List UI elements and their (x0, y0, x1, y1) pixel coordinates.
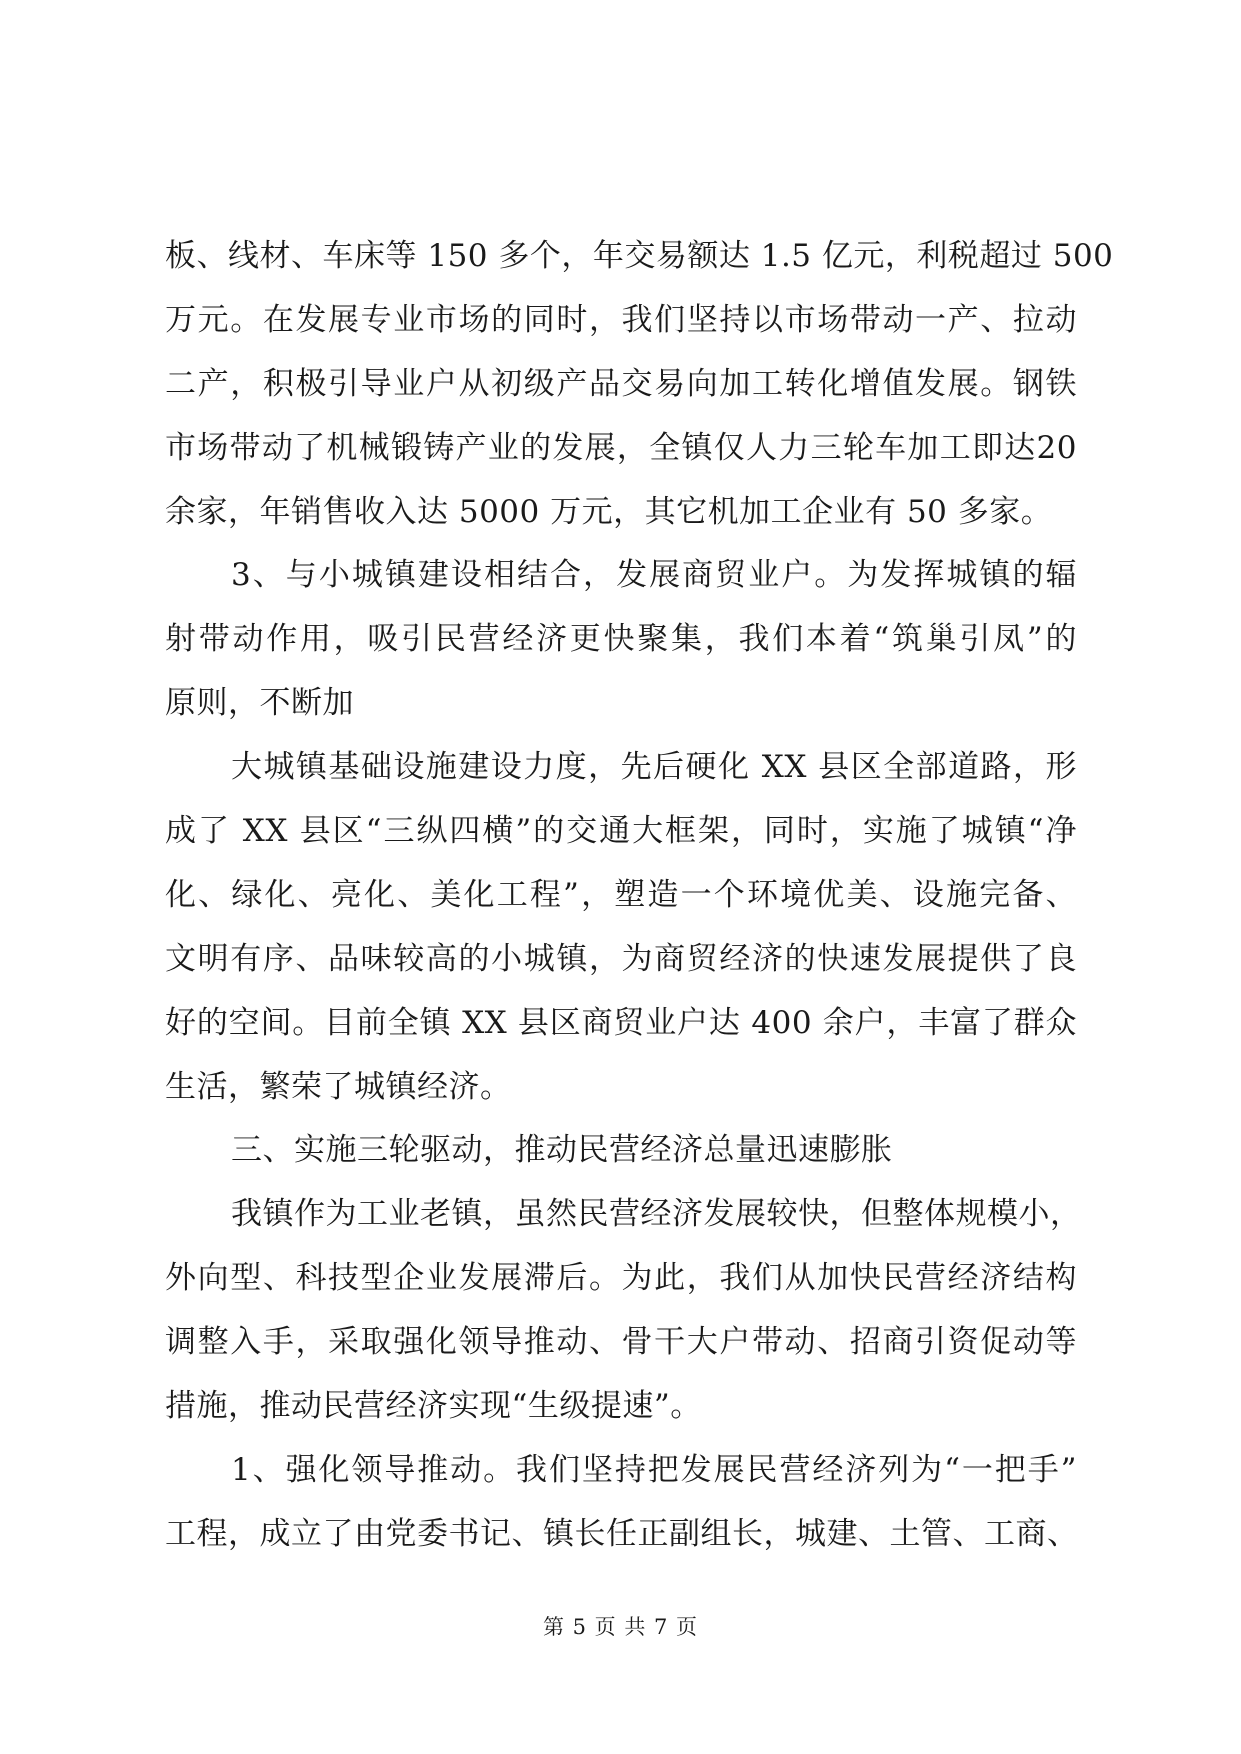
paragraph-start-line: 1、强化领导推动。我们坚持把发展民营经济列为“一把手” (231, 1451, 1077, 1488)
paragraph-start-line: 我镇作为工业老镇，虽然民营经济发展较快，但整体规模小， (231, 1196, 1082, 1233)
text-line: 成了 XX 县区“三纵四横”的交通大框架，同时，实施了城镇“净 (165, 813, 1077, 850)
text-line: 工程，成立了由党委书记、镇长任正副组长，城建、土管、工商、 (165, 1515, 1079, 1552)
text-line: 万元。在发展专业市场的同时，我们坚持以市场带动一产、拉动 (165, 301, 1077, 338)
text-line: 板、线材、车床等 150 多个，年交易额达 1.5 亿元，利税超过 500 (165, 238, 1114, 274)
text-line: 外向型、科技型企业发展滞后。为此，我们从加快民营经济结构 (165, 1260, 1077, 1297)
text-line: 调整入手，采取强化领导推动、骨干大户带动、招商引资促动等 (165, 1324, 1077, 1361)
text-line: 化、绿化、亮化、美化工程”，塑造一个环境优美、设施完备、 (165, 876, 1077, 913)
section-heading: 三、实施三轮驱动，推动民营经济总量迅速膨胀 (231, 1132, 893, 1169)
document-body (165, 225, 1114, 1567)
text-line: 措施，推动民营经济实现“生级提速”。 (165, 1388, 702, 1425)
paragraph-start-line: 3、与小城镇建设相结合，发展商贸业户。为发挥城镇的辐 (231, 557, 1077, 594)
text-line: 好的空间。目前全镇 XX 县区商贸业户达 400 余户，丰富了群众 (165, 1004, 1077, 1041)
text-line: 市场带动了机械锻铸产业的发展，全镇仅人力三轮车加工即达20 (165, 429, 1077, 466)
text-line: 文明有序、品味较高的小城镇，为商贸经济的快速发展提供了良 (165, 940, 1077, 977)
page-number-footer: 第 5 页 共 7 页 (542, 1615, 699, 1639)
text-line: 生活，繁荣了城镇经济。 (165, 1068, 512, 1105)
text-line: 射带动作用，吸引民营经济更快聚集，我们本着“筑巢引凤”的 (165, 621, 1077, 658)
text-line: 原则，不断加 (165, 685, 354, 722)
text-line: 二产，积极引导业户从初级产品交易向加工转化增值发展。钢铁 (165, 365, 1077, 402)
text-line: 余家，年销售收入达 5000 万元，其它机加工企业有 50 多家。 (165, 493, 1053, 530)
paragraph-start-line: 大城镇基础设施建设力度，先后硬化 XX 县区全部道路，形 (231, 749, 1077, 786)
